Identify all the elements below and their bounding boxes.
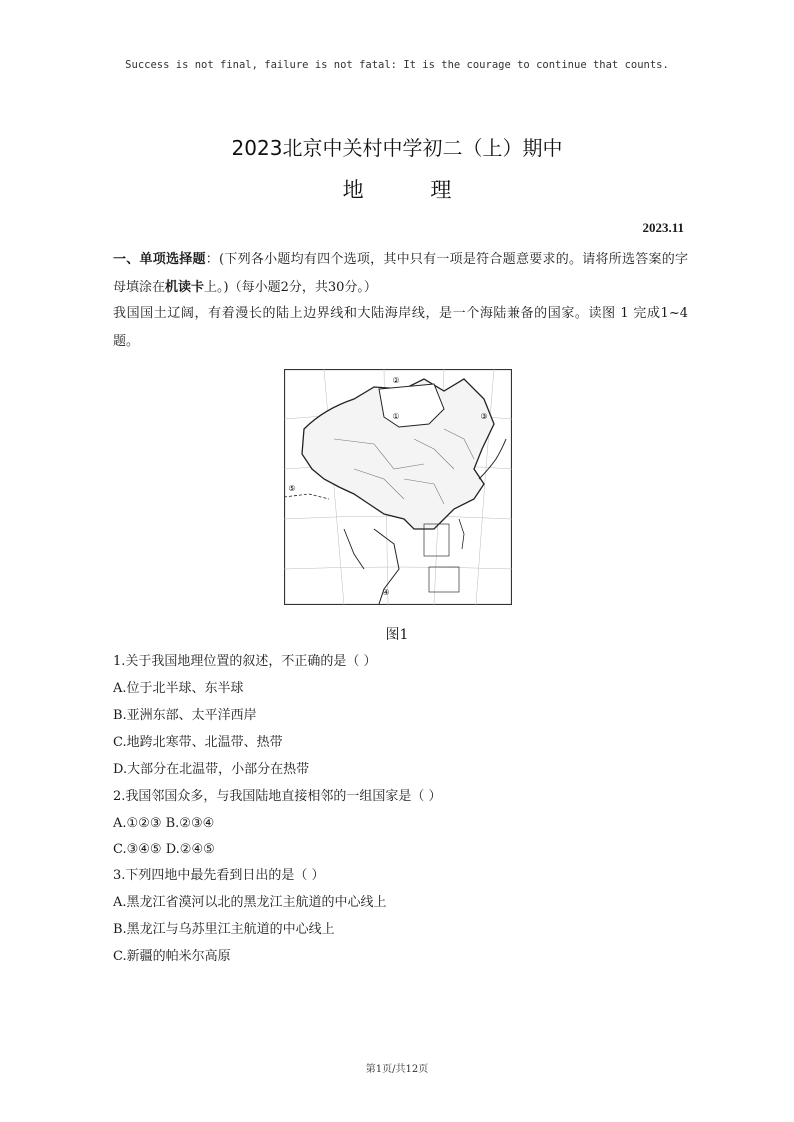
page-motto: Success is not final, failure is not fatal: It is the courage to continue that counts. [125,59,669,71]
section-instructions [113,246,688,302]
q1-stem: 1.关于我国地理位置的叙述，不正确的是（ ） [113,654,377,669]
figure-caption: 图1 [385,627,409,643]
exam-subject: 地 理 [342,178,482,202]
marker-4: ④ [382,588,390,597]
q2-options-ab: A.①②③ B.②③④ [113,816,215,831]
section-heading: 一、单项选择题 [113,252,206,267]
marker-3: ③ [480,412,488,421]
instruction-bold: 机读卡 [165,280,205,295]
q3-option-b: B.黑龙江与乌苏里江主航道的中心线上 [113,922,335,937]
q1-option-c: C.地跨北寒带、北温带、热带 [113,735,283,750]
marker-1: ① [392,412,400,421]
q1-option-b: B.亚洲东部、太平洋西岸 [113,708,257,723]
q2-options-cd: C.③④⑤ D.②④⑤ [113,842,215,857]
china-map-figure [284,369,512,605]
q3-option-c: C.新疆的帕米尔高原 [113,949,231,964]
map-svg [284,369,512,605]
page-number: 第1页/共12页 [365,1064,429,1075]
q1-option-a: A.位于北半球、东半球 [113,681,244,696]
exam-date: 2023.11 [642,220,684,235]
marker-5: ⑤ [288,484,296,493]
instruction-text-b: 上。)（每小题2分，共30分。） [204,280,377,295]
q3-stem: 3.下列四地中最先看到日出的是（ ） [113,868,325,883]
q1-option-d: D.大部分在北温带，小部分在热带 [113,762,310,777]
instruction-text-a: ：(下列各小题均有四个选项，其中只有一项是符合题意要求的。请将所选答案的字母填涂在 [113,252,688,295]
exam-title: 2023北京中关村中学初二（上）期中 [231,136,563,160]
intro-paragraph: 我国国土辽阔，有着漫长的陆上边界线和大陆海岸线，是一个海陆兼备的国家。读图 1 完成1~4题。 [113,306,688,349]
marker-2: ② [392,376,400,385]
q2-stem: 2.我国邻国众多，与我国陆地直接相邻的一组国家是（ ） [113,789,442,804]
q3-option-a: A.黑龙江省漠河以北的黑龙江主航道的中心线上 [113,895,387,910]
